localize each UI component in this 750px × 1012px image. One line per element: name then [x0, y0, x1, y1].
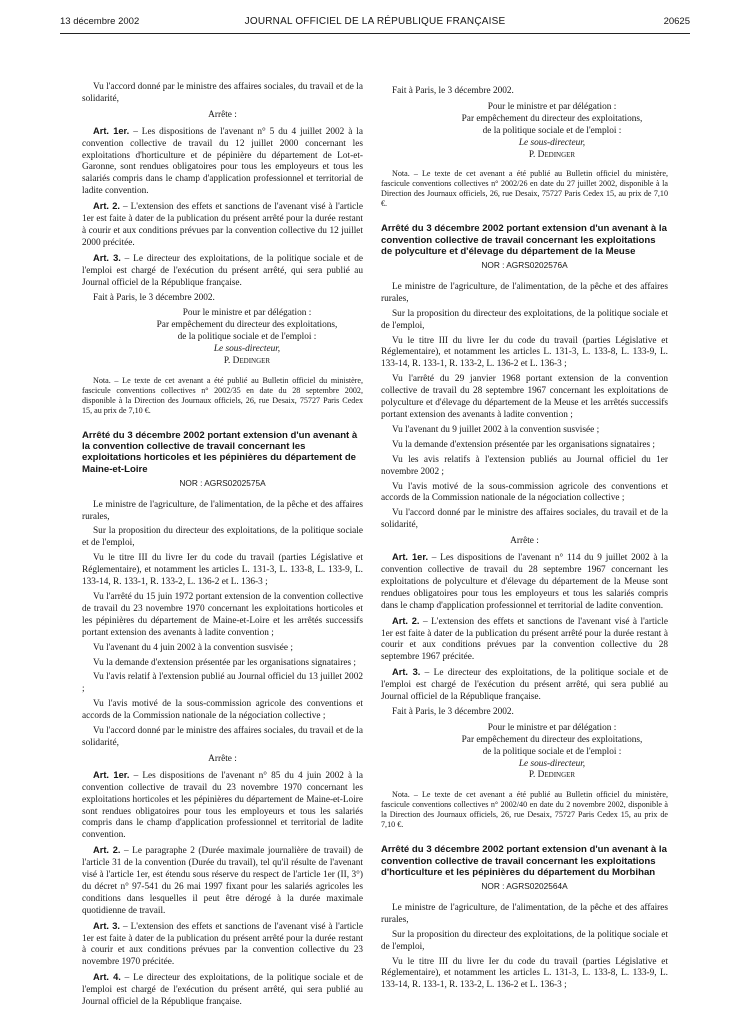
nota: Nota. – Le texte de cet avenant a été publié au Bulletin officiel du ministère, fascicule conventions collectives n° 2002/26 en date du 27 juillet 2002, disponible à la Direction des Journaux officiels, 26, rue Desaix, 75727 Paris Cedex 15, au prix de 7,10 €.	[381, 169, 668, 209]
paragraph: Vu la demande d'extension présentée par les organisations signataires ;	[392, 439, 655, 450]
article-label: Art. 3.	[392, 667, 421, 678]
paragraph: Vu l'avenant du 4 juin 2002 à la convention susvisée ;	[93, 642, 293, 653]
header-page-number: 20625	[663, 16, 690, 27]
article-label: Art. 4.	[93, 972, 121, 983]
page-header	[60, 16, 690, 30]
article-text: – Le directeur des exploitations, de la politique sociale et de l'emploi est chargé de l'exécution du présent arrêté, qui sera publié au Journal officiel de la République française.	[381, 668, 668, 703]
article-text: – Le directeur des exploitations, de la politique sociale et de l'emploi est chargé de l'exécution du présent arrêté, qui sera publié au Journal officiel de la République française.	[82, 973, 363, 1008]
signature-role: Le sous-directeur,	[518, 758, 586, 769]
article-2	[381, 616, 668, 665]
signature-line: de la politique sociale et de l'emploi :	[177, 332, 317, 343]
article-label: Art. 2.	[93, 845, 121, 856]
signature-line: Pour le ministre et par délégation :	[182, 308, 312, 319]
nor-reference: NOR : AGRS0202564A	[481, 881, 568, 891]
paragraph: Vu l'accord donné par le ministre des affaires sociales, du travail et de la solidarité,	[82, 82, 363, 104]
signature-line: Par empêchement du directeur des exploitations,	[156, 320, 338, 331]
fait-a-paris: Fait à Paris, le 3 décembre 2002.	[93, 292, 215, 303]
signature-line: Pour le ministre et par délégation :	[487, 722, 617, 733]
article-3	[82, 921, 363, 970]
paragraph: Vu l'accord donné par le ministre des affaires sociales, du travail et de la solidarité,	[381, 508, 668, 531]
article-text: – Les dispositions de l'avenant n° 114 du 9 juillet 2002 à la convention collective de travail du 28 septembre 1967 concernant les exploitations de polyculture et d'élevage du département de la Meuse sont rendues obligatoires pour tous les employeurs et tous les salariés compris dans le champ d'application professionnel et territorial de ladite convention.	[381, 553, 668, 611]
fait-a-paris: Fait à Paris, le 3 décembre 2002.	[392, 706, 514, 717]
paragraph: Vu le titre III du livre Ier du code du travail (parties Législative et Réglementaire), et notamment les articles L. 131-3, L. 133-8, L. 133-9, L. 133-14, R. 133-1, R. 133-2, L. 136-2 et L. 136-3 ;	[381, 335, 668, 370]
article-text: – Le paragraphe 2 (Durée maximale journalière de travail) de l'article 31 de la convention (Durée du travail), tel qu'il résulte de l'avenant visé à l'article 1er, est étendu sous réserve du respect de l'article 1er (II, 3°) du décret n° 97-541 du 26 mai 1997 fixant pour les salariés agricoles les conditions dans lesquelles il peut être dérogé à la durée maximale quotidienne de travail.	[82, 846, 363, 916]
paragraph: Vu l'arrêté du 15 juin 1972 portant extension de la convention collective de travail du 23 novembre 1970 concernant les exploitations horticoles et les pépinières du département de Maine-et-Loire et les arrêtés successifs portant extension des avenants à ladite convention ;	[82, 592, 363, 638]
right-column	[381, 86, 668, 995]
left-column	[82, 82, 363, 1012]
article-1	[381, 552, 668, 613]
paragraph: Vu l'avis motivé de la sous-commission agricole des conventions et accords de la Commission nationale de la négociation collective ;	[82, 699, 363, 722]
paragraph: Sur la proposition du directeur des exploitations, de la politique sociale et de l'emploi,	[82, 526, 363, 549]
article-4	[82, 972, 363, 1009]
paragraph: Vu l'accord donné par le ministre des affaires sociales, du travail et de la solidarité,	[82, 726, 363, 748]
arrete-heading: Arrête :	[208, 109, 237, 120]
article-text: – L'extension des effets et sanctions de l'avenant visé à l'article 1er est faite à dater de la publication du présent arrêté pour la durée restant à courir et aux conditions prévues par la convention collective du 28 septembre 1967 précitée.	[381, 616, 668, 663]
signature-block	[381, 723, 662, 783]
paragraph: Vu la demande d'extension présentée par les organisations signataires ;	[93, 657, 356, 668]
article-2	[82, 845, 363, 917]
decree-title: Arrêté du 3 décembre 2002 portant extension d'un avenant à la convention collective de travail concernant les exploitations d'horticulture et les pépinières du département du Morbihan	[381, 844, 667, 878]
article-1	[82, 126, 363, 198]
paragraph: Le ministre de l'agriculture, de l'alimentation, de la pêche et des affaires rurales,	[381, 902, 668, 925]
header-title: JOURNAL OFFICIEL DE LA RÉPUBLIQUE FRANÇAISE	[244, 16, 506, 27]
paragraph: Vu l'arrêté du 29 janvier 1968 portant extension de la convention collective de travail du 28 septembre 1967 concernant les exploitations de polyculture et d'élevage du département de la Meuse et les arrêtés successifs portant extension des avenants à ladite convention ;	[381, 374, 668, 421]
signature-name: P. Dedinger	[223, 356, 271, 367]
paragraph: Vu l'avis relatif à l'extension publié au Journal officiel du 13 juillet 2002 ;	[82, 672, 363, 695]
paragraph: Le ministre de l'agriculture, de l'alimentation, de la pêche et des affaires rurales,	[381, 281, 668, 304]
signature-block	[381, 102, 662, 162]
signature-block	[82, 308, 357, 368]
paragraph: Sur la proposition du directeur des exploitations, de la politique sociale et de l'emploi,	[381, 308, 668, 331]
arrete-heading: Arrête :	[510, 536, 539, 547]
article-2	[82, 201, 363, 250]
signature-line: Par empêchement du directeur des exploitations,	[461, 113, 643, 124]
paragraph: Sur la proposition du directeur des exploitations, de la politique sociale et de l'emploi,	[381, 929, 668, 952]
paragraph: Vu les avis relatifs à l'extension publiés au Journal officiel du 1er novembre 2002 ;	[381, 454, 668, 477]
article-label: Art. 3.	[93, 252, 121, 263]
article-text: – L'extension des effets et sanctions de l'avenant visé à l'article 1er est faite à dater de la publication du présent arrêté pour la durée restant à courir et aux conditions prévues par la convention collective du 12 juillet 2000 précitée.	[82, 202, 363, 248]
signature-role: Le sous-directeur,	[213, 344, 281, 355]
signature-line: de la politique sociale et de l'emploi :	[482, 746, 622, 757]
article-label: Art. 2.	[392, 615, 420, 626]
article-label: Art. 1er.	[93, 125, 130, 136]
article-label: Art. 1er.	[392, 552, 429, 563]
article-label: Art. 3.	[93, 920, 120, 931]
nota: Nota. – Le texte de cet avenant a été publié au Bulletin officiel du ministère, fascicule conventions collectives n° 2002/35 en date du 28 septembre 2002, disponible à la Direction des Journaux officiels, 26, rue Desaix, 75727 Paris Cedex 15, au prix de 7,10 €.	[82, 375, 363, 415]
nor-reference: NOR : AGRS0202576A	[481, 260, 568, 271]
paragraph: Vu l'avis motivé de la sous-commission agricole des conventions et accords de la Commission nationale de la négociation collective ;	[381, 481, 668, 504]
article-text: – Les dispositions de l'avenant n° 5 du 4 juillet 2002 à la convention collective de travail du 12 juillet 2000 concernant les exploitations d'horticulture et de pépinière du département de Lot-et-Garonne, sont rendues obligatoires pour tous les employeurs et tous les salariés compris dans le champ d'application professionnel et territorial de ladite convention.	[82, 126, 364, 197]
paragraph: Le ministre de l'agriculture, de l'alimentation, de la pêche et des affaires rurales,	[82, 499, 363, 522]
decree-title: Arrêté du 3 décembre 2002 portant extension d'un avenant à la convention collective de travail concernant les exploitations de polyculture et d'élevage du département de la Meuse	[381, 223, 667, 257]
fait-a-paris: Fait à Paris, le 3 décembre 2002.	[392, 86, 514, 96]
header-rule	[60, 33, 690, 34]
decree-title: Arrêté du 3 décembre 2002 portant extension d'un avenant à la convention collective de travail concernant les exploitations horticoles et les pépinières du département de Maine-et-Loire	[82, 429, 358, 475]
article-label: Art. 2.	[93, 201, 120, 212]
signature-line: de la politique sociale et de l'emploi :	[482, 125, 622, 136]
article-1	[82, 770, 363, 842]
nor-reference: NOR : AGRS0202575A	[179, 477, 266, 488]
paragraph: Vu l'avenant du 9 juillet 2002 à la convention susvisée ;	[392, 424, 600, 435]
paragraph: Vu le titre III du livre Ier du code du travail (parties Législative et Réglementaire), et notamment les articles L. 131-3, L. 133-8, L. 133-9, L. 133-14, R. 133-1, R. 133-2, L. 136-2 et L. 136-3 ;	[82, 553, 363, 588]
article-text: – L'extension des effets et sanctions de l'avenant visé à l'article 1er est faite à dater de la publication du présent arrêté pour la durée restant à courir et aux conditions prévues par la convention collective du 23 novembre 1970 précitée.	[82, 921, 363, 968]
signature-name: P. Dedinger	[528, 149, 576, 160]
article-text: – Les dispositions de l'avenant n° 85 du 4 juin 2002 à la convention collective de travail du 23 novembre 1970 concernant les exploitations horticoles et les pépinières du département de Maine-et-Loire sont rendues obligatoires pour tous les employeurs et tous les salariés compris dans le champ d'application professionnel et territorial de ladite convention.	[82, 770, 364, 841]
signature-line: Pour le ministre et par délégation :	[487, 101, 617, 112]
signature-name: P. Dedinger	[528, 770, 576, 781]
paragraph: Vu le titre III du livre Ier du code du travail (parties Législative et Réglementaire), et notamment les articles L. 131-3, L. 133-8, L. 133-9, L. 133-14, R. 133-1, R. 133-2, L. 136-2 et L. 136-3 ;	[381, 956, 668, 991]
signature-line: Par empêchement du directeur des exploitations,	[461, 734, 643, 745]
arrete-heading: Arrête :	[208, 753, 237, 764]
signature-role: Le sous-directeur,	[518, 137, 586, 148]
article-text: – Le directeur des exploitations, de la politique sociale et de l'emploi est chargé de l'exécution du présent arrêté, qui sera publié au Journal officiel de la République française.	[82, 253, 363, 288]
article-3	[381, 667, 668, 704]
article-3	[82, 253, 363, 290]
header-date: 13 décembre 2002	[60, 16, 140, 27]
article-label: Art. 1er.	[93, 769, 130, 780]
nota: Nota. – Le texte de cet avenant a été publié au Bulletin officiel du ministère, fascicule conventions collectives n° 2002/40 en date du 2 novembre 2002, disponible à la Direction des Journaux officiels, 26, rue Desaix, 75727 Paris Cedex 15, au prix de 7,10 €.	[381, 790, 668, 830]
